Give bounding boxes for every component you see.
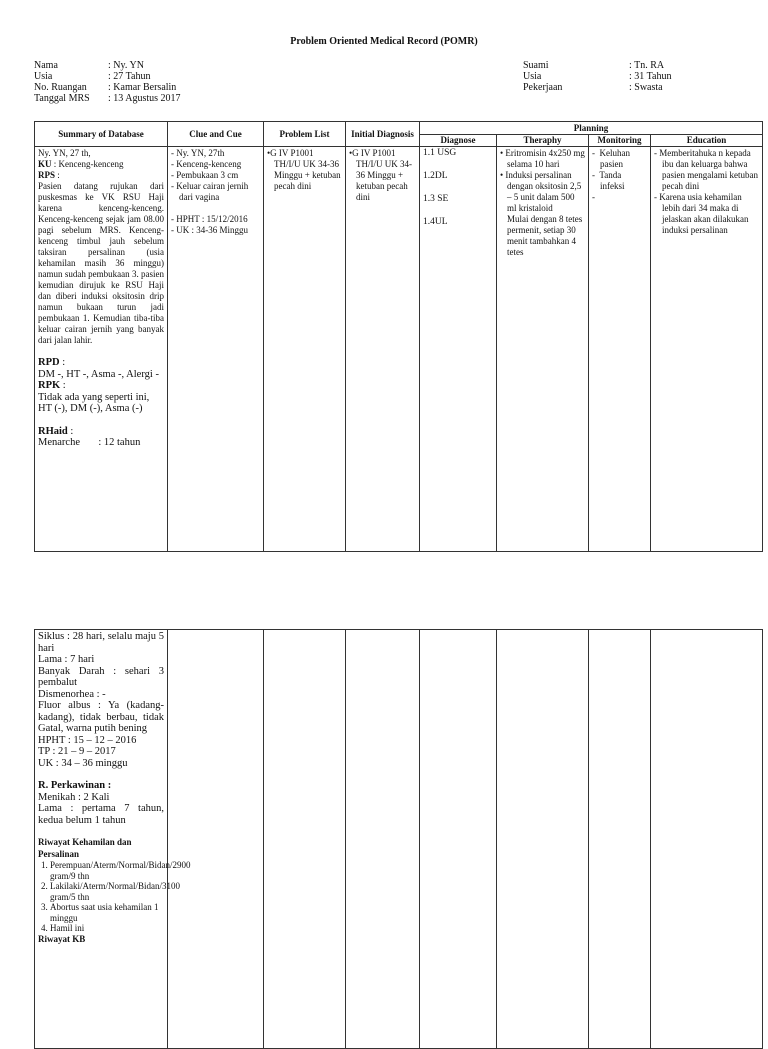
list-item: • Induksi persalinan dengan oksitosin 2,5 – 5 unit dalam 500 ml kristaloid: [500, 170, 582, 213]
list-item: - Ny. YN, 27th: [171, 148, 225, 158]
list-item: 1. Perempuan/Aterm/Normal/Bidan/2900 gram/9 thn: [50, 860, 164, 881]
rps-label: RPS: [38, 170, 56, 180]
rps-heading: [38, 170, 164, 181]
patient-name-row: [34, 60, 181, 71]
label: Suami: [523, 60, 549, 71]
list-item: - Pembukaan 3 cm: [171, 170, 239, 180]
rpk-text: Tidak ada yang seperti ini, HT (-), DM (-), Asma (-): [38, 391, 150, 414]
diagnose-item: 1.3 SE: [423, 194, 449, 204]
header-monitoring: Monitoring: [589, 135, 651, 147]
lama-line: Lama : 7 hari: [38, 654, 95, 665]
clue-list: [171, 148, 260, 203]
menikah-line: Menikah : 2 Kali: [38, 791, 110, 803]
list-item: - UK : 34-36 Minggu: [171, 225, 248, 235]
patient-age-row: [34, 71, 181, 82]
list-item: - Kenceng-kenceng: [171, 159, 242, 169]
value: : Ny. YN: [108, 60, 144, 71]
summary-intro: Ny. YN, 27 th,: [38, 148, 91, 158]
siklus-line: Siklus : 28 hari, selalu maju 5 hari: [38, 631, 164, 654]
rps-colon: :: [55, 170, 60, 180]
header-problem: Problem List: [264, 122, 346, 147]
ku-line: [38, 159, 164, 170]
value: : 27 Tahun: [108, 71, 151, 82]
rpd-heading: [38, 357, 164, 369]
clue-cell: [168, 147, 264, 552]
list-item: - HPHT : 15/12/2016: [171, 214, 248, 224]
dismenorhea-line: Dismenorhea : -: [38, 688, 106, 700]
label: Nama: [34, 60, 58, 71]
rpk-label: RPK: [38, 380, 61, 391]
uk-line: UK : 34 – 36 minggu: [38, 757, 128, 769]
hpht-line: HPHT : 15 – 12 – 2016: [38, 734, 137, 746]
label: Usia: [34, 71, 53, 82]
label: Usia: [523, 71, 542, 82]
patient-mrs-date-row: [34, 93, 181, 104]
menarche-line: Menarche : 12 tahun: [38, 437, 141, 448]
value: : 31 Tahun: [629, 71, 672, 82]
document-title: Problem Oriented Medical Record (POMR): [290, 36, 478, 47]
therapy-extra: Mulai dengan 8 tetes permenit, setiap 30 menit tambahkan 4 tetes: [507, 214, 583, 257]
husband-name-row: [523, 60, 671, 71]
empty-cell: [168, 630, 264, 1049]
list-item: 3. Abortus saat usia kehamilan 1 minggu: [50, 902, 164, 923]
monitoring-cell: [589, 147, 651, 552]
empty-cell: [420, 630, 497, 1049]
summary-cell: [35, 147, 168, 552]
label: Pekerjaan: [523, 82, 563, 93]
education-list: [654, 148, 759, 236]
ku-value: : Kenceng-kenceng: [51, 159, 124, 169]
rhaid-heading: [38, 426, 164, 438]
kb-heading: Riwayat KB: [38, 933, 86, 944]
diagnose-item: 1.2DL: [423, 171, 448, 181]
problem-cell: [264, 147, 346, 552]
value: : Tn. RA: [629, 60, 665, 71]
banyak-darah-line: Banyak Darah : sehari 3 pembalut: [38, 665, 164, 688]
ku-label: KU: [38, 159, 52, 169]
perkawinan-heading: R. Perkawinan :: [38, 780, 112, 791]
list-item: - Keluhan pasien: [592, 148, 630, 169]
list-item: - Tanda infeksi: [592, 170, 625, 191]
label: No. Ruangan: [34, 82, 87, 93]
lama-menikah-line: Lama : pertama 7 tahun, kedua belum 1 tahun: [38, 803, 164, 826]
list-item: - Karena usia kehamilan lebih dari 34 maka di jelaskan akan dilakukan induksi persalinan: [654, 192, 749, 235]
empty-cell: [346, 630, 420, 1049]
list-item: •G IV P1001 TH/I/U UK 34-36 Minggu + ketuban pecah dini: [349, 148, 412, 202]
rhaid-label: RHaid: [38, 425, 68, 437]
problem-list: [267, 148, 342, 192]
value: : 13 Agustus 2017: [108, 93, 181, 104]
list-item: - Memberitahuka n kepada ibu dan keluarga bahwa pasien mengalami ketuban pecah dini: [654, 148, 758, 191]
diagnose-item: 1.1 USG: [423, 148, 457, 158]
diagnose-cell: [420, 147, 497, 552]
rpd-colon: :: [59, 357, 66, 368]
initial-diagnosis-list: [349, 148, 416, 203]
value: : Swasta: [629, 82, 663, 93]
value: : Kamar Bersalin: [108, 82, 177, 93]
empty-cell: [589, 630, 651, 1049]
rhaid-colon: :: [67, 425, 74, 437]
husband-age-row: [523, 71, 671, 82]
header-diagnose: Diagnose: [420, 135, 497, 147]
education-cell: [651, 147, 763, 552]
pomr-table-page-2: [34, 629, 763, 1049]
husband-info: [523, 60, 671, 93]
header-education: Education: [651, 135, 763, 147]
header-initial-diagnosis: Initial Diagnosis: [346, 122, 420, 147]
rpk-heading: [38, 380, 164, 392]
rpd-label: RPD: [38, 357, 60, 368]
header-planning: Planning: [420, 122, 763, 135]
patient-info: [34, 60, 181, 104]
list-item: -: [592, 192, 595, 202]
therapy-cell: [497, 147, 589, 552]
list-item: - Keluar cairan jernih dari vagina: [171, 181, 249, 202]
header-summary: Summary of Database: [35, 122, 168, 147]
monitoring-list: [592, 148, 647, 203]
list-item: 4. Hamil ini: [50, 923, 164, 934]
header-therapy: Theraphy: [497, 135, 589, 147]
fluor-albus-line: Fluor albus : Ya (kadang-kadang), tidak berbau, tidak Gatal, warna putih bening: [38, 700, 164, 734]
header-clue: Clue and Cue: [168, 122, 264, 147]
list-item: • Eritromisin 4x250 mg selama 10 hari: [500, 148, 585, 169]
diagnose-item: 1.4UL: [423, 217, 448, 227]
husband-job-row: [523, 82, 671, 93]
therapy-list: [500, 148, 585, 214]
pomr-table-page-1: [34, 121, 763, 552]
empty-cell: [651, 630, 763, 1049]
clue-list-2: [171, 214, 260, 236]
initial-diagnosis-cell: [346, 147, 420, 552]
rpd-text: DM -, HT -, Asma -, Alergi -: [38, 368, 159, 380]
empty-cell: [264, 630, 346, 1049]
summary-cell-continued: [35, 630, 191, 1049]
empty-cell: [497, 630, 589, 1049]
tp-line: TP : 21 – 9 – 2017: [38, 746, 116, 757]
list-item: 2. Lakilaki/Aterm/Normal/Bidan/3100 gram/5 thn: [50, 881, 164, 902]
kehamilan-heading: Riwayat Kehamilan dan Persalinan: [38, 837, 132, 859]
patient-room-row: [34, 82, 181, 93]
list-item: •G IV P1001 TH/I/U UK 34-36 Minggu + ketuban pecah dini: [267, 148, 341, 191]
rps-text: Pasien datang rujukan dari puskesmas ke VK RSU Haji karena kenceng-kenceng. Kenceng-kenceng sejak jam 08.00 pagi sebelum MRS. Kenceng-kenceng timbul jauh sebelum taksiran persalinan (usia kehamilan masih 36 minggu) namun sudah pembukaan 3. pasien kemudian dirujuk ke RSU Haji dan diberi induksi oksitosin drip namun bukaan turun jadi pembukaan 1. Kemudian tiba-tiba keluar cairan jernih yang banyak dari jalan lahir.: [38, 181, 164, 345]
kehamilan-list: [38, 860, 191, 934]
rpk-colon: :: [60, 380, 66, 391]
label: Tanggal MRS: [34, 93, 90, 104]
